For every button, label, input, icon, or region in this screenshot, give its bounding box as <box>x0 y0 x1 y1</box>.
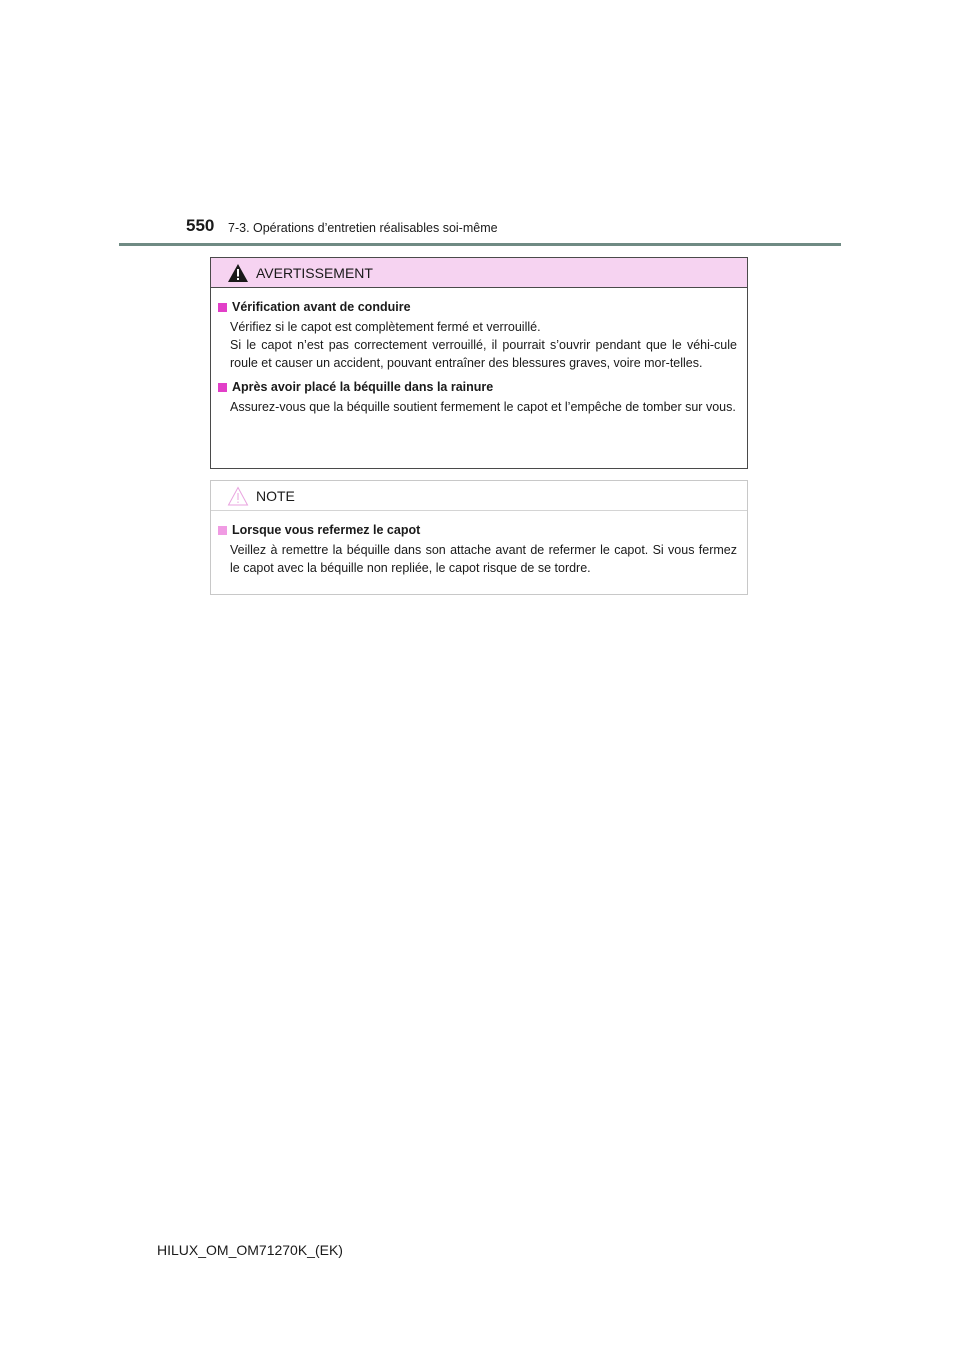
warning-title: AVERTISSEMENT <box>256 264 373 281</box>
warning-item-paragraph: Si le capot n’est pas correctement verrouillé, il pourrait s’ouvrir pendant que le véhi-cule roule et causer un accident, pouvant entraîner des blessures graves, voire mor-telles. <box>230 338 737 370</box>
warning-item-heading-text: Vérification avant de conduire <box>232 300 411 314</box>
warning-box <box>210 257 748 469</box>
warning-item-text <box>230 318 737 372</box>
bullet-square-icon <box>218 303 227 312</box>
note-item <box>218 521 737 577</box>
footer-doc-code: HILUX_OM_OM71270K_(EK) <box>157 1242 343 1258</box>
note-body <box>211 511 747 577</box>
warning-box-header <box>211 258 747 288</box>
warning-body <box>211 288 747 416</box>
bullet-square-icon <box>218 383 227 392</box>
note-title: NOTE <box>256 487 295 504</box>
page-number: 550 <box>186 216 215 235</box>
caution-triangle-outline-icon <box>227 486 249 506</box>
warning-item-paragraph: Vérifiez si le capot est complètement fermé et verrouillé. <box>230 320 541 334</box>
warning-item-paragraph: Assurez-vous que la béquille soutient fermement le capot et l’empêche de tomber sur vous. <box>230 400 736 414</box>
note-item-text <box>230 541 737 577</box>
note-box <box>210 480 748 595</box>
bullet-square-icon <box>218 526 227 535</box>
warning-item-heading-text: Après avoir placé la béquille dans la rainure <box>232 380 494 394</box>
warning-item-text <box>230 398 737 416</box>
section-title: 7-3. Opérations d’entretien réalisables soi-même <box>228 221 498 235</box>
note-item-heading-text: Lorsque vous refermez le capot <box>232 523 421 537</box>
note-item-paragraph: Veillez à remettre la béquille dans son attache avant de refermer le capot. Si vous fermez le capot avec la béquille non repliée, le capot risque de se tordre. <box>230 543 737 575</box>
warning-item-heading <box>218 378 737 396</box>
warning-item-heading <box>218 298 737 316</box>
warning-item <box>218 378 737 416</box>
note-box-header <box>211 481 747 511</box>
note-item-heading <box>218 521 737 539</box>
warning-triangle-icon <box>227 263 249 283</box>
warning-item <box>218 298 737 372</box>
header-rule <box>119 243 841 246</box>
